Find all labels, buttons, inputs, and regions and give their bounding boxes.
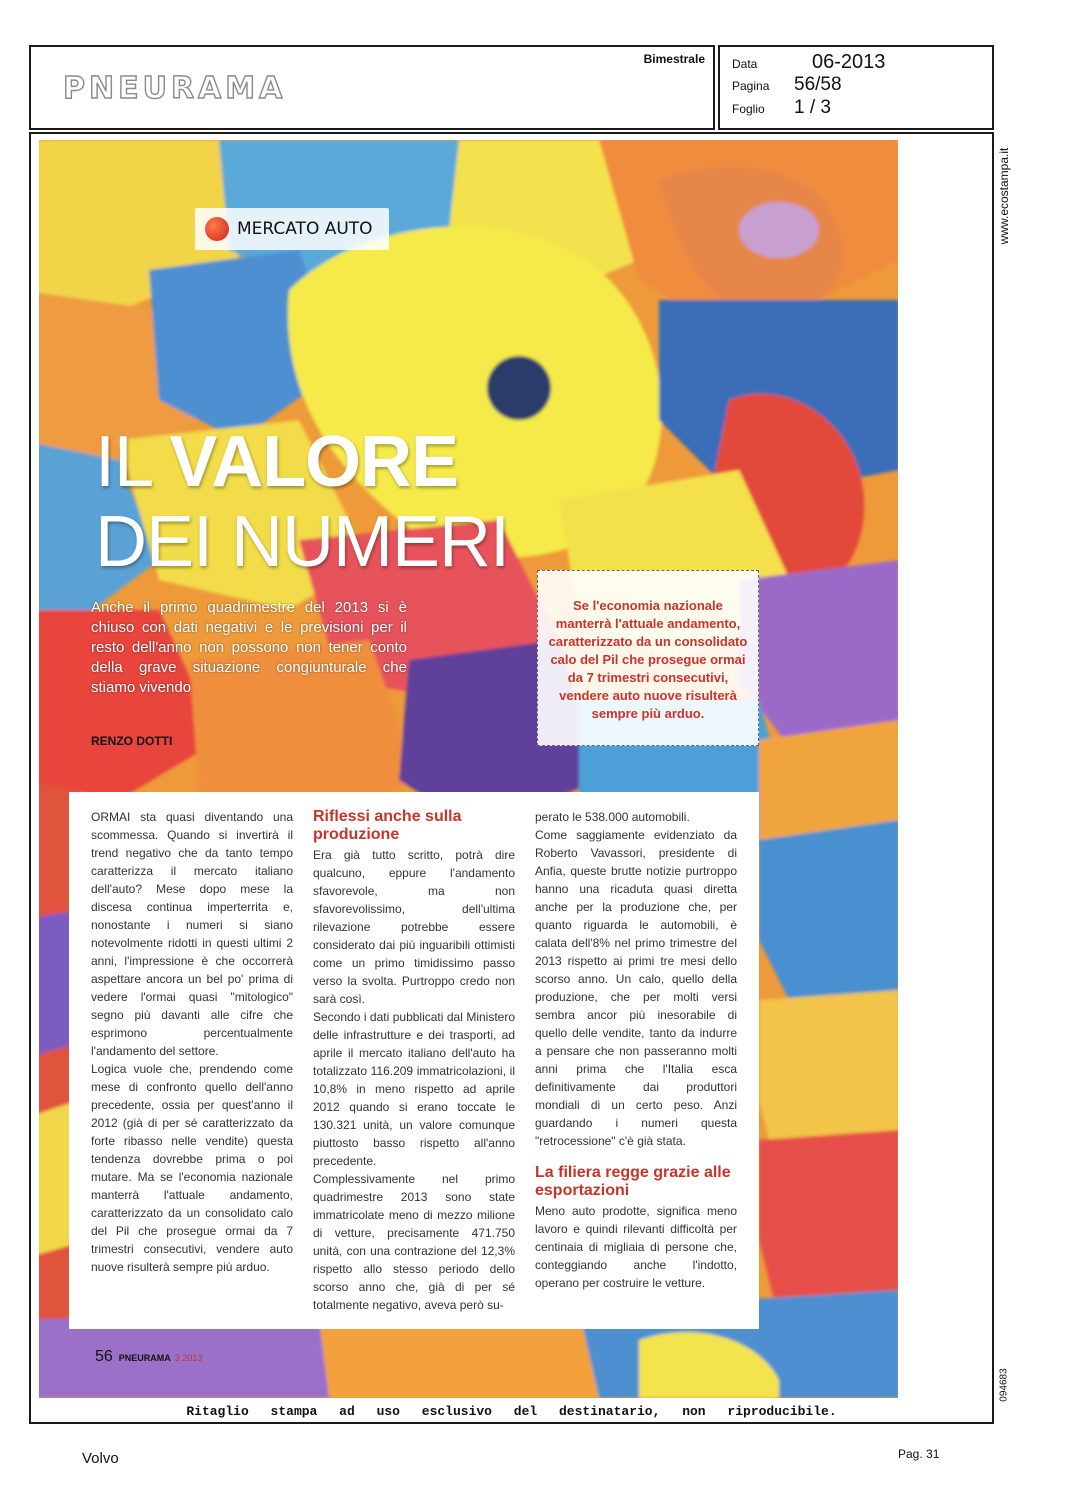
meta-value: 1 / 3 [794, 97, 831, 118]
meta-value: 06-2013 [812, 51, 886, 73]
paragraph: perato le 538.000 automobili. [535, 810, 690, 824]
frequency-label: Bimestrale [643, 52, 705, 66]
client-name: Volvo [82, 1450, 119, 1467]
folio-page-number: 56 [95, 1348, 113, 1365]
paragraph: Secondo i dati pubblicati dal Ministero delle infrastrutture e dei trasporti, ad aprile il mercato italiano dell'auto ha totalizzato 116.209 immatricolazioni, il 10,8% in meno rispetto ad aprile 2012 quando si erano toccate le 130.321 unità, un valore comunque piuttosto basso rispetto all'anno precedente. [313, 1010, 515, 1168]
page-number: Pag. 31 [898, 1447, 940, 1461]
side-url: www.ecostampa.it [997, 147, 1011, 245]
paragraph: Era già tutto scritto, potrà dire qualcuno, eppure l'andamento sfavorevole, ma non sfavorevolissimo, dell'ultima rilevazione potrebbe essere considerato dai più inguaribili ottimisti come un primo timidissimo passo verso la svolta. Purtroppo credo non sarà così. [313, 848, 515, 1006]
article-column-1 [91, 808, 293, 1319]
subheading: Riflessi anche sulla produzione [313, 808, 462, 843]
article-intro: Anche il primo quadrimestre del 2013 si è chiuso con dati negativi e le previsioni per il resto dell'anno non possono non tener conto della grave situazione congiunturale che stiamo vivendo [91, 599, 407, 696]
section-label: MERCATO AUTO [237, 219, 373, 239]
meta-label: Data [732, 57, 758, 71]
title-bold: VALORE [169, 422, 459, 502]
title-light: IL [95, 422, 151, 502]
meta-label: Foglio [732, 102, 765, 116]
masthead-box [29, 45, 715, 130]
folio-issue: 3 2013 [174, 1353, 203, 1363]
magazine-page [39, 140, 898, 1398]
metadata-box [718, 45, 994, 130]
pull-quote: Se l'economia nazionale manterrà l'attuale andamento, caratterizzato da un consolidato calo del Pil che prosegue ormai da 7 trimestri consecutivi, vendere auto nuove risulterà sempre più arduo. [537, 570, 759, 746]
meta-label: Pagina [732, 79, 770, 93]
meta-value: 56/58 [794, 74, 842, 95]
disclaimer: Ritaglio stampa ad uso esclusivo del destinatario, non riproducibile. [186, 1404, 837, 1419]
meta-row-sheet [732, 97, 831, 119]
paragraph: Complessivamente nel primo quadrimestre 2013 sono state immatricolate meno di mezzo milione di vetture, precisamente 471.750 unità, con una contrazione del 12,3% rispetto allo stesso periodo dello scorso anno che, già di per sé totalmente negativo, aveva però su- [313, 1172, 515, 1312]
article-body [69, 792, 759, 1329]
side-code: 094683 [998, 1368, 1010, 1402]
bullet-dot-icon [205, 217, 229, 241]
folio-magazine: PNEURAMA [118, 1353, 171, 1363]
article-column-2 [313, 808, 515, 1319]
paragraph: ORMAI sta quasi diventando una scommessa. Quando si invertirà il trend negativo che da tanto tempo caratterizza il mercato italiano dell'auto? Mese dopo mese la discesa continua imperterrita e, nonostante i numeri si siano notevolmente ridotti in questi ultimi 2 anni, l'impressione è che occorrerà aspettare ancora un bel po' prima di vedere l'ormai quasi "mitologico" segno più davanti alle cifre che esprimono percentualmente l'andamento del settore. [91, 810, 293, 1058]
paragraph: Logica vuole che, prendendo come mese di confronto quello dell'anno precedente, ossia per quest'anno il 2012 (già di per sé caratterizzato da forte ribasso nelle vendite) questa tendenza dovrebbe prima o poi mutare. Ma se l'economia nazionale manterrà l'attuale andamento, caratterizzato da un consolidato calo del Pil che prosegue ormai da 7 trimestri consecutivi, vendere auto nuove risulterà sempre più arduo. [91, 1062, 293, 1274]
paragraph: Meno auto prodotte, significa meno lavoro e quindi rilevanti difficoltà per centinaia di migliaia di persone che, conteggiando anche l'indotto, operano per costruire le vetture. [535, 1204, 737, 1290]
publication-logo: PNEURAMA [63, 71, 287, 106]
meta-row-page [732, 74, 842, 96]
subheading: La filiera regge grazie alle esportazioni [535, 1164, 731, 1199]
title-line2: DEI NUMERI [95, 502, 510, 582]
meta-row-date [732, 51, 885, 74]
page-folio [95, 1348, 202, 1366]
article-title [95, 422, 509, 582]
author-byline: RENZO DOTTI [91, 734, 173, 748]
section-kicker [195, 208, 389, 250]
article-column-3 [535, 808, 737, 1319]
paragraph: Come saggiamente evidenziato da Roberto Vavassori, presidente di Anfia, queste brutte notizie purtroppo hanno una ricaduta quasi diretta anche per la produzione che, per quanto riguarda le automobili, è calata dell'8% nel primo trimestre del 2013 rispetto ai primi tre mesi dello scorso anno. Un calo, quello della produzione, che per molti versi sembra ancor più inesorabile di quello delle vendite, tanto da indurre a pensare che non passeranno molti anni prima che l'Italia esca definitivamente dai produttori mondiali di un certo peso. Anzi guardando i numeri questa "retrocessione" c'è già stata. [535, 828, 737, 1148]
